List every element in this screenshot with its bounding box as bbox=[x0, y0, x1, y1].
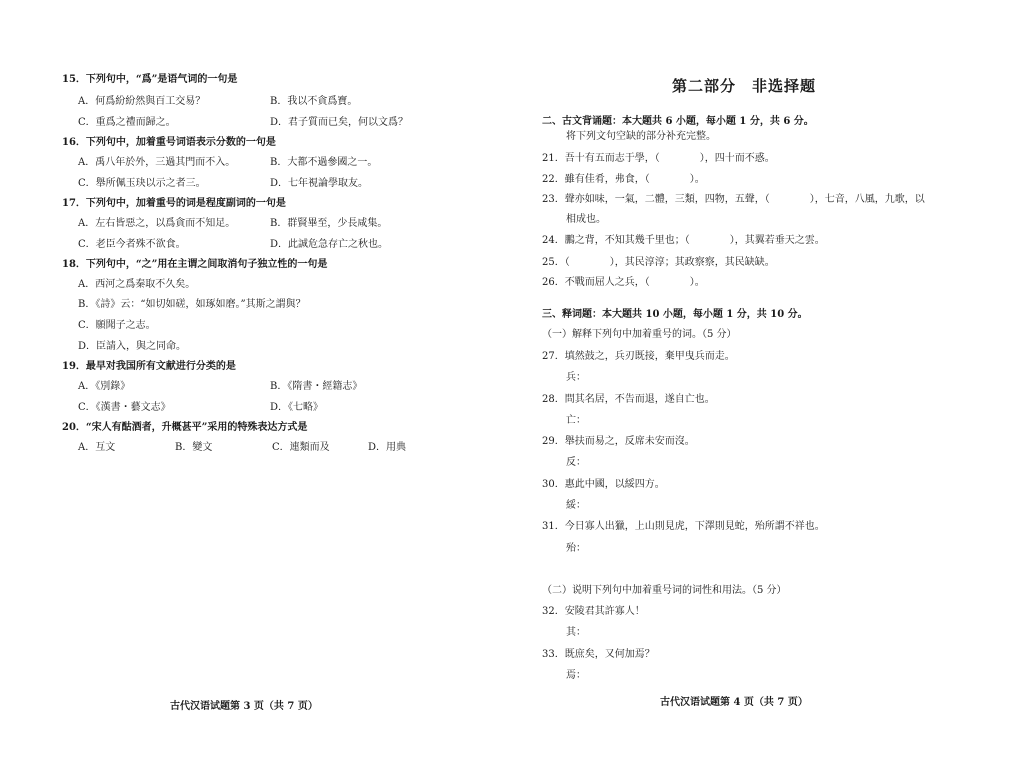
question-22: 22．雖有佳肴，弗食，（ ）。 bbox=[542, 174, 705, 185]
question-15-option-c: C．重爲之禮而歸之。 bbox=[78, 117, 176, 128]
question-24: 24．鵬之背，不知其幾千里也；（ ），其翼若垂天之雲。 bbox=[542, 235, 825, 246]
question-17-stem: 17．下列句中，加着重号的词是程度副词的一句是 bbox=[62, 198, 286, 209]
section-3-part-1: （一）解释下列句中加着重号的词。（5 分） bbox=[542, 329, 737, 340]
question-29: 29．舉扶而易之，反席未安而沒。 bbox=[542, 436, 695, 447]
question-23-line2: 相成也。 bbox=[566, 214, 606, 225]
question-19-option-d: D．《七略》 bbox=[270, 402, 324, 413]
question-16-option-b: B．大都不過參國之一。 bbox=[270, 157, 378, 168]
question-33: 33．既庶矣，又何加焉？ bbox=[542, 649, 655, 660]
question-31-answer-label: 殆： bbox=[566, 543, 586, 554]
question-28: 28．問其名居，不告而退，遂自亡也。 bbox=[542, 394, 715, 405]
question-18-stem: 18．下列句中，“之”用在主谓之间取消句子独立性的一句是 bbox=[62, 259, 328, 270]
section-2-instruction: 将下列文句空缺的部分补充完整。 bbox=[566, 131, 716, 142]
question-19-option-c: C．《漢書・藝文志》 bbox=[78, 402, 171, 413]
question-28-answer-label: 亡： bbox=[566, 415, 586, 426]
section-title: 第二部分 非选择题 bbox=[672, 77, 817, 95]
section-3-part-2: （二）说明下列句中加着重号词的词性和用法。（5 分） bbox=[542, 585, 787, 596]
question-29-answer-label: 反： bbox=[566, 457, 586, 468]
question-18-option-a: A．西河之爲秦取不久矣。 bbox=[78, 279, 196, 290]
question-19-option-b: B．《隋書・經籍志》 bbox=[270, 381, 363, 392]
question-31: 31．今日寡人出獵，上山則見虎，下澤則見蛇，殆所謂不祥也。 bbox=[542, 521, 825, 532]
question-20-option-c: C．連類而及 bbox=[272, 442, 330, 453]
question-17-option-d: D．此誠危急存亡之秋也。 bbox=[270, 239, 389, 250]
page-footer-3: 古代汉语试题第 3 页（共 7 页） bbox=[170, 701, 318, 712]
question-20-option-d: D．用典 bbox=[368, 442, 407, 453]
question-25: 25．（ ），其民淳淳；其政察察，其民缺缺。 bbox=[542, 257, 775, 268]
question-17-option-c: C．老臣今者殊不欲食。 bbox=[78, 239, 186, 250]
question-23-line1: 23．聲亦如味，一氣，二體，三類，四物，五聲，（ ），七音，八風，九歌，以 bbox=[542, 194, 925, 205]
question-27: 27．填然鼓之，兵刃既接，棄甲曳兵而走。 bbox=[542, 351, 735, 362]
question-17-option-b: B．群賢畢至，少長咸集。 bbox=[270, 218, 388, 229]
question-18-option-b: B．《詩》云：“如切如磋，如琢如磨。”其斯之謂與？ bbox=[78, 299, 306, 310]
question-19-stem: 19．最早对我国所有文献进行分类的是 bbox=[62, 361, 236, 372]
question-16-stem: 16．下列句中，加着重号词语表示分数的一句是 bbox=[62, 137, 276, 148]
question-15-option-a: A．何爲紛紛然與百工交易？ bbox=[78, 96, 206, 107]
question-16-option-c: C．舉所佩玉玦以示之者三。 bbox=[78, 178, 206, 189]
question-16-option-a: A．禹八年於外，三過其門而不入。 bbox=[78, 157, 236, 168]
question-27-answer-label: 兵： bbox=[566, 372, 586, 383]
question-18-option-d: D．臣請入，與之同命。 bbox=[78, 341, 187, 352]
question-30: 30．惠此中國，以綏四方。 bbox=[542, 479, 665, 490]
page-footer-4: 古代汉语试题第 4 页（共 7 页） bbox=[660, 697, 808, 708]
question-18-option-c: C．願聞子之志。 bbox=[78, 320, 156, 331]
question-26: 26．不戰而屈人之兵，（ ）。 bbox=[542, 277, 705, 288]
question-20-option-a: A．互文 bbox=[78, 442, 116, 453]
question-16-option-d: D．七年視論學取友。 bbox=[270, 178, 369, 189]
question-19-option-a: A．《別錄》 bbox=[78, 381, 131, 392]
question-33-answer-label: 焉： bbox=[566, 670, 586, 681]
question-32-answer-label: 其： bbox=[566, 627, 586, 638]
question-17-option-a: A．左右皆惡之，以爲貪而不知足。 bbox=[78, 218, 236, 229]
section-2-header: 二、古文背诵题：本大题共 6 小题，每小题 1 分，共 6 分。 bbox=[542, 116, 814, 127]
section-3-header: 三、释词题：本大题共 10 小题，每小题 1 分，共 10 分。 bbox=[542, 309, 808, 320]
right-page bbox=[512, 0, 1024, 780]
question-32: 32．安陵君其許寡人！ bbox=[542, 606, 645, 617]
question-20-stem: 20．“宋人有酤酒者，升概甚平”采用的特殊表达方式是 bbox=[62, 422, 308, 433]
question-15-option-d: D．君子質而已矣，何以文爲？ bbox=[270, 117, 409, 128]
question-30-answer-label: 綏： bbox=[566, 500, 586, 511]
question-21: 21．吾十有五而志于學，（ ），四十而不惑。 bbox=[542, 153, 775, 164]
question-20-option-b: B．變文 bbox=[175, 442, 213, 453]
question-15-option-b: B．我以不貪爲寶。 bbox=[270, 96, 358, 107]
question-15-stem: 15．下列句中，“爲”是语气词的一句是 bbox=[62, 74, 238, 85]
